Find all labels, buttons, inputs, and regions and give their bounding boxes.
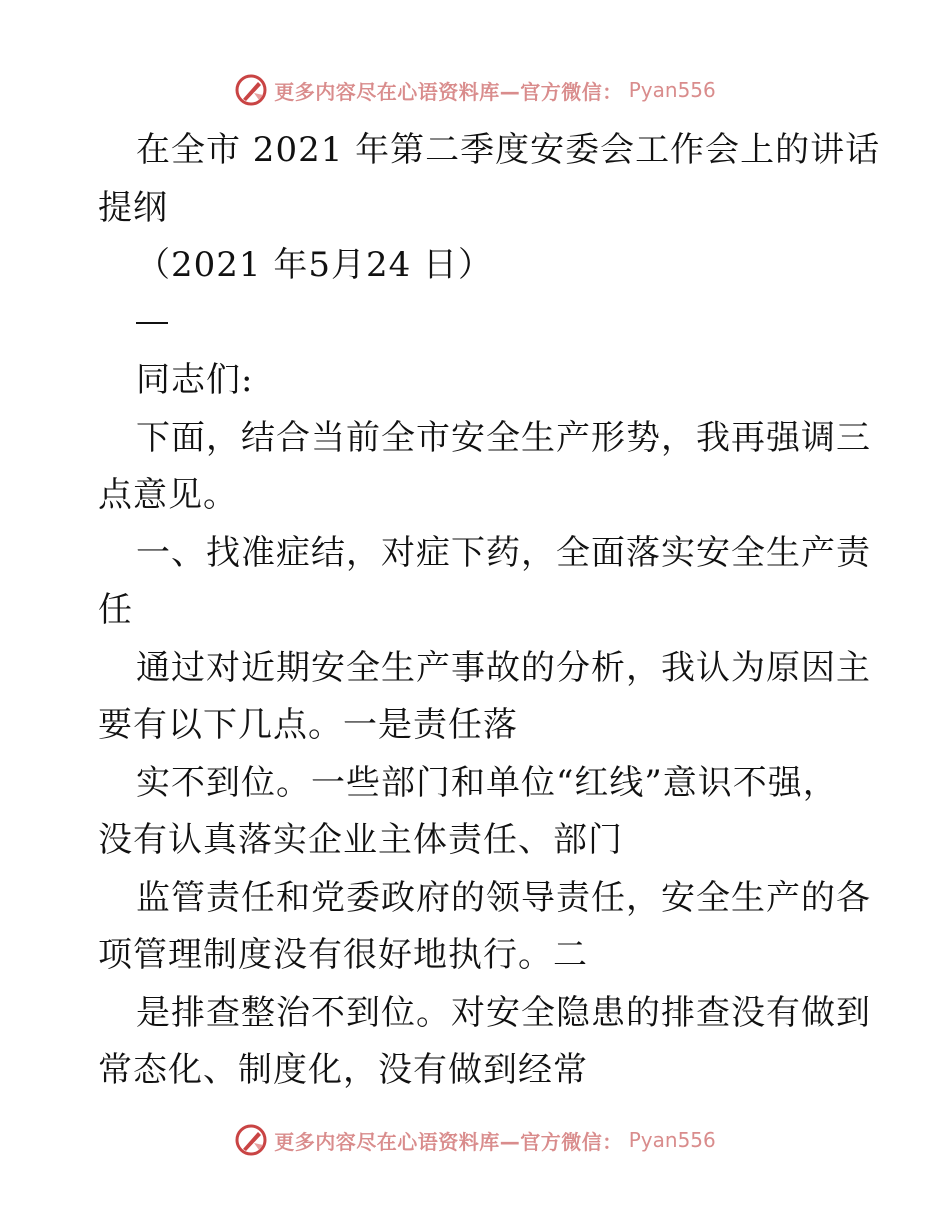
paragraph-line: 项管理制度没有很好地执行。二 — [98, 935, 588, 975]
paragraph-line: 没有认真落实企业主体责任、部门 — [98, 820, 623, 860]
watermark-text: 更多内容尽在心语资料库—官方微信： — [274, 1129, 623, 1154]
paragraph-line: 实不到位。一些部门和单位“红线”意识不强， — [136, 762, 838, 803]
salutation: 同志们: — [136, 360, 254, 400]
quill-pen-logo-icon — [234, 1123, 268, 1157]
watermark-contact: Pyan556 — [628, 1128, 716, 1152]
dash-separator — [98, 295, 854, 353]
paragraph-line: 通过对近期安全生产事故的分析，我认为原因主 — [136, 647, 871, 688]
paragraph-line: 点意见。 — [98, 475, 238, 515]
section-heading-line: 任 — [98, 590, 133, 630]
watermark-contact: Pyan556 — [628, 78, 716, 102]
paragraph-line: 是排查整治不到位。对安全隐患的排查没有做到 — [136, 992, 871, 1033]
document-body — [98, 122, 881, 1100]
footer-watermark — [0, 1120, 950, 1160]
quill-pen-logo-icon — [234, 73, 268, 107]
paragraph-line: 常态化、制度化，没有做到经常 — [98, 1050, 588, 1090]
document-title-line-1: 在全市 2021 年第二季度安委会工作会上的讲话 — [136, 130, 881, 170]
document-title-line-2: 提纲 — [98, 187, 168, 228]
header-watermark — [0, 70, 950, 110]
watermark-text: 更多内容尽在心语资料库—官方微信： — [274, 79, 623, 104]
dash-mark — [136, 322, 168, 324]
section-heading-line: 一、找准症结，对症下药，全面落实安全生产责 — [136, 532, 871, 573]
paragraph-line: 监管责任和党委政府的领导责任，安全生产的各 — [136, 877, 871, 918]
paragraph-line: 下面，结合当前全市安全生产形势，我再强调三 — [136, 417, 871, 458]
document-date: （2021 年5月24 日） — [136, 245, 494, 285]
paragraph-line: 要有以下几点。一是责任落 — [98, 705, 518, 745]
